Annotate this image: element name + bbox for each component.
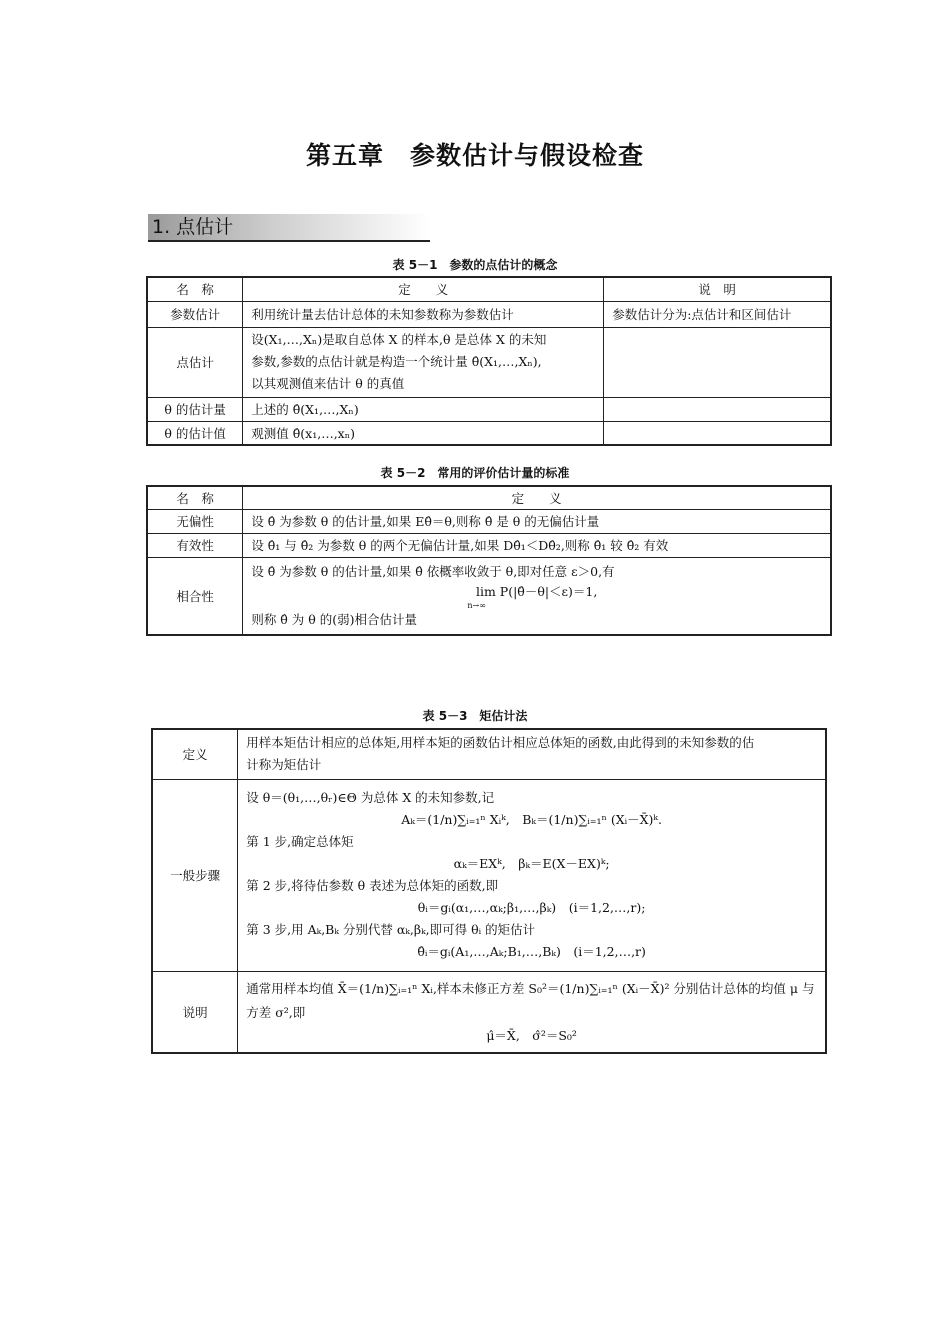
step-2: 第 2 步,将待估参数 θ 表述为总体矩的函数,即 <box>246 878 499 893</box>
table1-caption: 表 5－1 参数的点估计的概念 <box>392 258 558 272</box>
formula-parameter-function: θᵢ＝gᵢ(α₁,…,αₖ;β₁,…,βₖ) (i＝1,2,…,r); <box>417 900 646 915</box>
row-name: 有效性 <box>147 533 243 557</box>
formula-population-moments: αₖ＝EXᵏ, βₖ＝E(X－EX)ᵏ; <box>453 856 610 871</box>
table-row <box>147 509 831 533</box>
formula-moments: Aₖ＝(1/n)∑ᵢ₌₁ⁿ Xᵢᵏ, Bₖ＝(1/n)∑ᵢ₌₁ⁿ (Xᵢ－X̄)ᵏ. <box>401 812 662 827</box>
row-note <box>604 421 831 445</box>
row-name: 无偏性 <box>147 509 243 533</box>
content-line: 方差 σ²,即 <box>246 1004 306 1020</box>
table-row <box>147 421 831 445</box>
table-point-estimate-concepts <box>146 276 832 446</box>
table-row <box>147 301 831 327</box>
definition-line: 以其观测值来估计 θ 的真值 <box>251 376 405 391</box>
definition-line: 参数,参数的点估计就是构造一个统计量 θ̂(X₁,…,Xₙ), <box>251 354 542 369</box>
definition-line: 设(X₁,…,Xₙ)是取自总体 X 的样本,θ 是总体 X 的未知 <box>251 332 547 347</box>
row-definition: 利用统计量去估计总体的未知参数称为参数估计 <box>243 301 604 327</box>
row-name: 一般步骤 <box>152 779 238 971</box>
row-name: 定义 <box>152 729 238 779</box>
section-heading <box>148 214 430 242</box>
row-definition <box>243 327 604 397</box>
row-name: 点估计 <box>147 327 243 397</box>
definition-line: 则称 θ̂ 为 θ 的(弱)相合估计量 <box>251 611 418 627</box>
table3-caption: 表 5－3 矩估计法 <box>422 709 528 723</box>
chapter-title: 第五章 参数估计与假设检查 <box>305 141 644 170</box>
header-definition: 定 义 <box>243 277 604 301</box>
row-name: 参数估计 <box>147 301 243 327</box>
table-row <box>152 971 826 1053</box>
row-content <box>238 779 826 971</box>
table2-caption: 表 5－2 常用的评价估计量的标准 <box>380 466 570 480</box>
step-1: 第 1 步,确定总体矩 <box>246 834 354 849</box>
row-note <box>604 397 831 421</box>
table-header-row <box>147 277 831 301</box>
row-content <box>238 971 826 1053</box>
row-definition: 设 θ̂₁ 与 θ̂₂ 为参数 θ 的两个无偏估计量,如果 Dθ̂₁＜Dθ̂₂,则称 θ̂₁ 较 θ̂₂ 有效 <box>243 533 831 557</box>
header-definition: 定 义 <box>243 486 831 509</box>
limit-formula: lim P(|θ̂－θ|＜ε)＝1, <box>475 583 598 599</box>
row-definition: 设 θ̂ 为参数 θ 的估计量,如果 Eθ̂＝θ,则称 θ̂ 是 θ 的无偏估计量 <box>243 509 831 533</box>
formula-mean-variance: μ̂＝X̄, σ̂²＝S₀² <box>486 1027 577 1043</box>
row-note <box>604 327 831 397</box>
content-line: 用样本矩估计相应的总体矩,用样本矩的函数估计相应总体矩的函数,由此得到的未知参数的估 <box>246 735 755 751</box>
table-row <box>147 327 831 397</box>
row-name: 相合性 <box>147 557 243 635</box>
table-row <box>147 557 831 635</box>
table-row <box>152 729 826 779</box>
table-row <box>147 533 831 557</box>
table-row <box>152 779 826 971</box>
section-title: 1. 点估计 <box>152 216 234 238</box>
header-name: 名 称 <box>147 486 243 509</box>
step-3: 第 3 步,用 Aₖ,Bₖ 分别代替 αₖ,βₖ,即可得 θᵢ 的矩估计 <box>246 922 536 937</box>
content-line: 设 θ＝(θ₁,…,θᵣ)∈Θ 为总体 X 的未知参数,记 <box>246 790 495 805</box>
row-definition: 上述的 θ̂(X₁,…,Xₙ) <box>243 397 604 421</box>
table-header-row <box>147 486 831 509</box>
table-row <box>147 397 831 421</box>
row-note: 参数估计分为:点估计和区间估计 <box>604 301 831 327</box>
row-content <box>238 729 826 779</box>
content-line: 通常用样本均值 X̄＝(1/n)∑ᵢ₌₁ⁿ Xᵢ,样本未修正方差 S₀²＝(1/n)∑ᵢ₌₁ⁿ (Xᵢ－X̄)² 分别估计总体的均值 μ 与 <box>246 980 815 996</box>
table-estimator-criteria <box>146 485 832 636</box>
header-note: 说 明 <box>604 277 831 301</box>
header-name: 名 称 <box>147 277 243 301</box>
row-name: 说明 <box>152 971 238 1053</box>
row-definition <box>243 557 831 635</box>
table-moment-estimation <box>151 728 827 1054</box>
definition-line: 设 θ̂ 为参数 θ 的估计量,如果 θ̂ 依概率收敛于 θ,即对任意 ε＞0,有 <box>251 563 615 579</box>
content-line: 计称为矩估计 <box>246 757 322 773</box>
formula-moment-estimate: θ̂ᵢ＝gᵢ(A₁,…,Aₖ;B₁,…,Bₖ) (i＝1,2,…,r) <box>417 944 646 959</box>
limit-subscript: n→∞ <box>467 600 486 610</box>
row-name: θ 的估计量 <box>147 397 243 421</box>
row-definition: 观测值 θ̂(x₁,…,xₙ) <box>243 421 604 445</box>
row-name: θ 的估计值 <box>147 421 243 445</box>
